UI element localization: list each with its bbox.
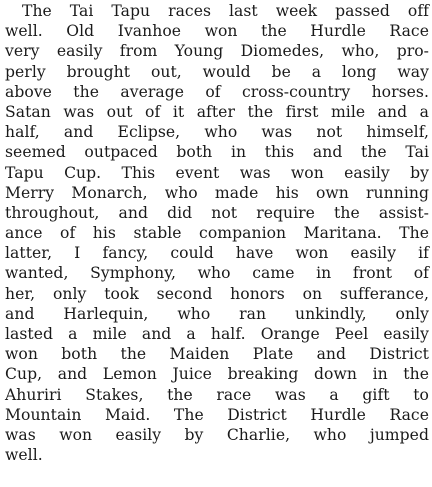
article-line-23: well. xyxy=(5,446,43,465)
article-line-1: The Tai Tapu races last week passed off xyxy=(22,2,429,20)
article-line-15: her, only took second honors on sufferance, xyxy=(5,284,429,303)
article-line-21: Mountain Maid. The District Hurdle Race xyxy=(5,405,429,424)
article-line-3: very easily from Young Diomedes, who, pro- xyxy=(5,42,429,61)
article-line-22: was won easily by Charlie, who jumped xyxy=(5,425,429,444)
article-line-2: well. Old Ivanhoe won the Hurdle Race xyxy=(5,22,429,41)
article-line-13: latter, I fancy, could have won easily if xyxy=(5,244,429,263)
article-line-6: Satan was out of it after the first mile and a xyxy=(5,102,429,121)
article-line-18: won both the Maiden Plate and District xyxy=(5,345,429,364)
article-line-19: Cup, and Lemon Juice breaking down in the xyxy=(5,365,429,384)
article-line-14: wanted, Symphony, who came in front of xyxy=(5,264,429,283)
news-article xyxy=(5,1,429,465)
article-line-16: and Harlequin, who ran unkindly, only xyxy=(5,304,429,323)
article-line-11: throughout, and did not require the assist- xyxy=(5,203,429,222)
article-line-9: Tapu Cup. This event was won easily by xyxy=(5,163,429,182)
article-line-17: lasted a mile and a half. Orange Peel easily xyxy=(5,325,429,343)
article-line-5: above the average of cross-country horses. xyxy=(5,82,429,101)
article-line-7: half, and Eclipse, who was not himself, xyxy=(5,123,429,142)
article-line-12: ance of his stable companion Maritana. The xyxy=(5,224,429,243)
article-line-8: seemed outpaced both in this and the Tai xyxy=(5,143,429,162)
article-line-10: Merry Monarch, who made his own running xyxy=(5,183,429,202)
article-line-4: perly brought out, would be a long way xyxy=(5,62,429,81)
article-line-20: Ahuriri Stakes, the race was a gift to xyxy=(5,385,429,404)
